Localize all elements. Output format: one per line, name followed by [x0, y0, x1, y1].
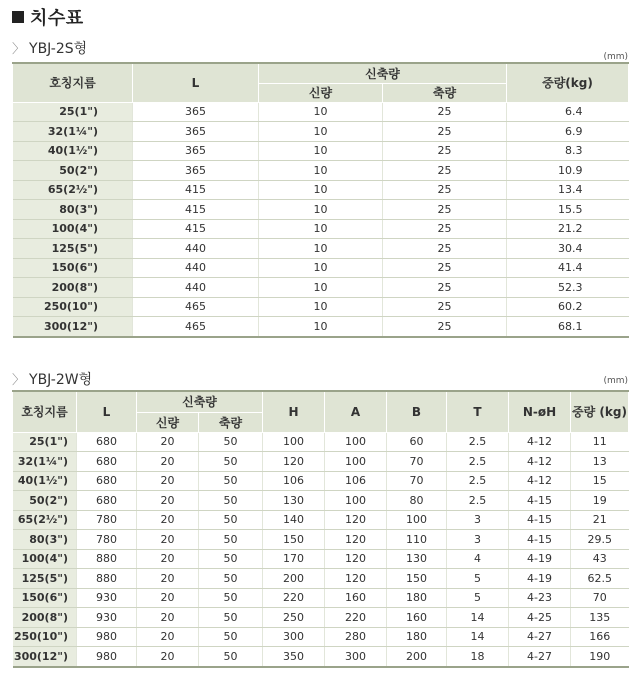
table-cell: 4 — [447, 549, 509, 569]
table-cell: 100 — [325, 452, 387, 472]
row-nominal-cell: 50(2") — [13, 161, 133, 181]
table-cell: 120 — [325, 510, 387, 530]
table-cell: 25 — [383, 122, 507, 142]
row-nominal-cell: 40(1½") — [13, 141, 133, 161]
header-weight: 중량(kg) — [507, 63, 629, 102]
table-cell: 300 — [325, 647, 387, 667]
table-cell: 3 — [447, 510, 509, 530]
table-cell: 415 — [133, 180, 259, 200]
row-nominal-cell: 32(1¼") — [13, 452, 77, 472]
table-row — [13, 627, 629, 647]
table-cell: 465 — [133, 297, 259, 317]
table-cell: 465 — [133, 317, 259, 337]
row-nominal-cell: 200(8") — [13, 608, 77, 628]
table-row — [13, 102, 629, 122]
table-cell: 180 — [387, 588, 447, 608]
row-nominal-cell: 250(10") — [13, 297, 133, 317]
table-cell: 25 — [383, 161, 507, 181]
table-cell: 25 — [383, 200, 507, 220]
table-cell: 365 — [133, 122, 259, 142]
unit-label: (mm) — [603, 52, 628, 62]
table-cell: 106 — [325, 471, 387, 491]
header-expansion: 신축량 — [137, 391, 263, 412]
page-title-text: 치수표 — [30, 8, 84, 29]
table-cell: 21.2 — [507, 219, 629, 239]
table-cell: 60 — [387, 432, 447, 452]
table-cell: 415 — [133, 200, 259, 220]
table-cell: 2.5 — [447, 471, 509, 491]
table-cell: 25 — [383, 239, 507, 259]
table-cell: 365 — [133, 161, 259, 181]
square-bullet-icon — [12, 11, 24, 23]
table-cell: 50 — [199, 491, 263, 511]
table-cell: 220 — [325, 608, 387, 628]
table-cell: 20 — [137, 608, 199, 628]
table-cell: 415 — [133, 219, 259, 239]
row-nominal-cell: 100(4") — [13, 549, 77, 569]
table-cell: 10 — [259, 278, 383, 298]
table-cell: 50 — [199, 549, 263, 569]
unit-label: (mm) — [603, 376, 628, 386]
table-cell: 19 — [571, 491, 629, 511]
table-cell: 41.4 — [507, 258, 629, 278]
row-nominal-cell: 80(3") — [13, 200, 133, 220]
table-cell: 18 — [447, 647, 509, 667]
table-cell: 5 — [447, 569, 509, 589]
table-row — [13, 297, 629, 317]
table-cell: 29.5 — [571, 530, 629, 550]
table-cell: 50 — [199, 452, 263, 472]
section-title-text: YBJ-2W형 — [29, 372, 93, 388]
table-cell: 25 — [383, 258, 507, 278]
header-extend: 신량 — [137, 412, 199, 432]
header-B: B — [387, 391, 447, 432]
table-cell: 4-23 — [509, 588, 571, 608]
header-T: T — [447, 391, 509, 432]
table-row — [13, 530, 629, 550]
table-cell: 10 — [259, 219, 383, 239]
table-row — [13, 161, 629, 181]
table-cell: 20 — [137, 569, 199, 589]
table-cell: 25 — [383, 278, 507, 298]
table-cell: 110 — [387, 530, 447, 550]
table-row — [13, 219, 629, 239]
table-row — [13, 491, 629, 511]
table-cell: 62.5 — [571, 569, 629, 589]
table-cell: 300 — [263, 627, 325, 647]
table-cell: 25 — [383, 219, 507, 239]
table-cell: 10 — [259, 122, 383, 142]
table-row — [13, 278, 629, 298]
header-extend: 신량 — [259, 83, 383, 102]
table-cell: 100 — [325, 432, 387, 452]
table-row — [13, 608, 629, 628]
table-cell: 180 — [387, 627, 447, 647]
table-cell: 160 — [387, 608, 447, 628]
row-nominal-cell: 25(1") — [13, 432, 77, 452]
table-cell: 50 — [199, 530, 263, 550]
table-cell: 440 — [133, 239, 259, 259]
row-nominal-cell: 40(1½") — [13, 471, 77, 491]
row-nominal-cell: 250(10") — [13, 627, 77, 647]
table-row — [13, 647, 629, 667]
table-cell: 20 — [137, 647, 199, 667]
row-nominal-cell: 300(12") — [13, 647, 77, 667]
table-cell: 150 — [387, 569, 447, 589]
table-cell: 2.5 — [447, 491, 509, 511]
table-cell: 135 — [571, 608, 629, 628]
table-row — [13, 317, 629, 337]
row-nominal-cell: 200(8") — [13, 278, 133, 298]
table-cell: 50 — [199, 510, 263, 530]
chevron-right-icon: 〉 — [12, 373, 26, 388]
table-cell: 50 — [199, 471, 263, 491]
table-cell: 70 — [387, 452, 447, 472]
table-cell: 220 — [263, 588, 325, 608]
table-cell: 20 — [137, 530, 199, 550]
table-cell: 4-15 — [509, 510, 571, 530]
table-cell: 4-19 — [509, 549, 571, 569]
table-cell: 4-27 — [509, 627, 571, 647]
table-cell: 100 — [263, 432, 325, 452]
table-cell: 50 — [199, 569, 263, 589]
table-cell: 2.5 — [447, 452, 509, 472]
table-cell: 4-15 — [509, 530, 571, 550]
table-cell: 250 — [263, 608, 325, 628]
table-cell: 14 — [447, 608, 509, 628]
table-cell: 25 — [383, 180, 507, 200]
table-cell: 680 — [77, 471, 137, 491]
table-row — [13, 239, 629, 259]
row-nominal-cell: 65(2½") — [13, 510, 77, 530]
table-cell: 10 — [259, 141, 383, 161]
header-nominal: 호칭지름 — [13, 63, 133, 102]
table-cell: 50 — [199, 588, 263, 608]
row-nominal-cell: 25(1") — [13, 102, 133, 122]
table-row — [13, 258, 629, 278]
table-cell: 4-15 — [509, 491, 571, 511]
page-title — [12, 4, 84, 30]
table-row — [13, 122, 629, 142]
row-nominal-cell: 32(1¼") — [13, 122, 133, 142]
table-cell: 10 — [259, 297, 383, 317]
table-row — [13, 452, 629, 472]
table-cell: 120 — [325, 569, 387, 589]
table-cell: 6.4 — [507, 102, 629, 122]
table-cell: 4-12 — [509, 471, 571, 491]
table-cell: 13.4 — [507, 180, 629, 200]
table-cell: 440 — [133, 258, 259, 278]
row-nominal-cell: 125(5") — [13, 239, 133, 259]
table-cell: 106 — [263, 471, 325, 491]
table-cell: 160 — [325, 588, 387, 608]
table-cell: 20 — [137, 432, 199, 452]
table-cell: 680 — [77, 432, 137, 452]
section-title-text: YBJ-2S형 — [29, 41, 88, 57]
table-cell: 365 — [133, 102, 259, 122]
table-cell: 10 — [259, 239, 383, 259]
table-cell: 100 — [325, 491, 387, 511]
table-cell: 780 — [77, 510, 137, 530]
table-cell: 280 — [325, 627, 387, 647]
table-row — [13, 141, 629, 161]
table-cell: 100 — [387, 510, 447, 530]
table-cell: 440 — [133, 278, 259, 298]
table-cell: 20 — [137, 471, 199, 491]
row-nominal-cell: 300(12") — [13, 317, 133, 337]
table-cell: 20 — [137, 510, 199, 530]
row-nominal-cell: 50(2") — [13, 491, 77, 511]
row-nominal-cell: 150(6") — [13, 588, 77, 608]
dimension-table-ybj-2s — [12, 62, 629, 338]
table-cell: 25 — [383, 102, 507, 122]
table-cell: 20 — [137, 491, 199, 511]
table-row — [13, 549, 629, 569]
table-cell: 4-12 — [509, 432, 571, 452]
table-cell: 20 — [137, 588, 199, 608]
table-cell: 930 — [77, 608, 137, 628]
chevron-right-icon: 〉 — [12, 42, 26, 57]
table-cell: 6.9 — [507, 122, 629, 142]
table-cell: 980 — [77, 627, 137, 647]
header-L: L — [77, 391, 137, 432]
table-cell: 20 — [137, 452, 199, 472]
table-cell: 50 — [199, 432, 263, 452]
table-cell: 130 — [387, 549, 447, 569]
header-contract: 축량 — [199, 412, 263, 432]
table-cell: 70 — [387, 471, 447, 491]
table-cell: 80 — [387, 491, 447, 511]
table-cell: 780 — [77, 530, 137, 550]
table-row — [13, 588, 629, 608]
table-cell: 120 — [263, 452, 325, 472]
section-title-ybj-2w — [12, 369, 92, 389]
row-nominal-cell: 65(2½") — [13, 180, 133, 200]
table-cell: 52.3 — [507, 278, 629, 298]
table-cell: 25 — [383, 141, 507, 161]
table-cell: 10 — [259, 200, 383, 220]
table-cell: 880 — [77, 569, 137, 589]
table-cell: 166 — [571, 627, 629, 647]
table-cell: 190 — [571, 647, 629, 667]
table-cell: 20 — [137, 627, 199, 647]
table-cell: 3 — [447, 530, 509, 550]
table-cell: 170 — [263, 549, 325, 569]
table-cell: 10.9 — [507, 161, 629, 181]
table-cell: 150 — [263, 530, 325, 550]
table-cell: 21 — [571, 510, 629, 530]
table-cell: 15.5 — [507, 200, 629, 220]
table-cell: 2.5 — [447, 432, 509, 452]
dimension-table-ybj-2w — [12, 390, 629, 668]
header-contract: 축량 — [383, 83, 507, 102]
table-row — [13, 432, 629, 452]
table-cell: 30.4 — [507, 239, 629, 259]
table-cell: 5 — [447, 588, 509, 608]
table-cell: 200 — [387, 647, 447, 667]
table-row — [13, 180, 629, 200]
row-nominal-cell: 100(4") — [13, 219, 133, 239]
header-nominal: 호칭지름 — [13, 391, 77, 432]
row-nominal-cell: 80(3") — [13, 530, 77, 550]
table-cell: 120 — [325, 530, 387, 550]
table-cell: 140 — [263, 510, 325, 530]
table-cell: 10 — [259, 258, 383, 278]
table-cell: 200 — [263, 569, 325, 589]
table-cell: 350 — [263, 647, 325, 667]
table-cell: 13 — [571, 452, 629, 472]
table-cell: 4-12 — [509, 452, 571, 472]
row-nominal-cell: 150(6") — [13, 258, 133, 278]
table-row — [13, 471, 629, 491]
header-expansion: 신축량 — [259, 63, 507, 83]
table-cell: 50 — [199, 647, 263, 667]
table-cell: 11 — [571, 432, 629, 452]
section-title-ybj-2s — [12, 38, 87, 58]
table-row — [13, 510, 629, 530]
table-cell: 50 — [199, 608, 263, 628]
table-cell: 8.3 — [507, 141, 629, 161]
table-cell: 880 — [77, 549, 137, 569]
table-cell: 4-27 — [509, 647, 571, 667]
header-N: N-øH — [509, 391, 571, 432]
table-cell: 10 — [259, 317, 383, 337]
table-cell: 130 — [263, 491, 325, 511]
header-L: L — [133, 63, 259, 102]
table-cell: 50 — [199, 627, 263, 647]
table-row — [13, 569, 629, 589]
row-nominal-cell: 125(5") — [13, 569, 77, 589]
table-cell: 68.1 — [507, 317, 629, 337]
table-cell: 120 — [325, 549, 387, 569]
table-cell: 980 — [77, 647, 137, 667]
table-cell: 60.2 — [507, 297, 629, 317]
table-cell: 25 — [383, 297, 507, 317]
table-cell: 10 — [259, 161, 383, 181]
header-A: A — [325, 391, 387, 432]
table-cell: 15 — [571, 471, 629, 491]
table-row — [13, 200, 629, 220]
table-cell: 4-25 — [509, 608, 571, 628]
header-H: H — [263, 391, 325, 432]
table-cell: 365 — [133, 141, 259, 161]
table-cell: 680 — [77, 491, 137, 511]
table-cell: 25 — [383, 317, 507, 337]
table-cell: 14 — [447, 627, 509, 647]
table-cell: 4-19 — [509, 569, 571, 589]
table-cell: 930 — [77, 588, 137, 608]
header-weight: 중량 (kg) — [571, 391, 629, 432]
table-cell: 10 — [259, 102, 383, 122]
table-cell: 10 — [259, 180, 383, 200]
table-cell: 70 — [571, 588, 629, 608]
table-cell: 20 — [137, 549, 199, 569]
table-cell: 43 — [571, 549, 629, 569]
table-cell: 680 — [77, 452, 137, 472]
